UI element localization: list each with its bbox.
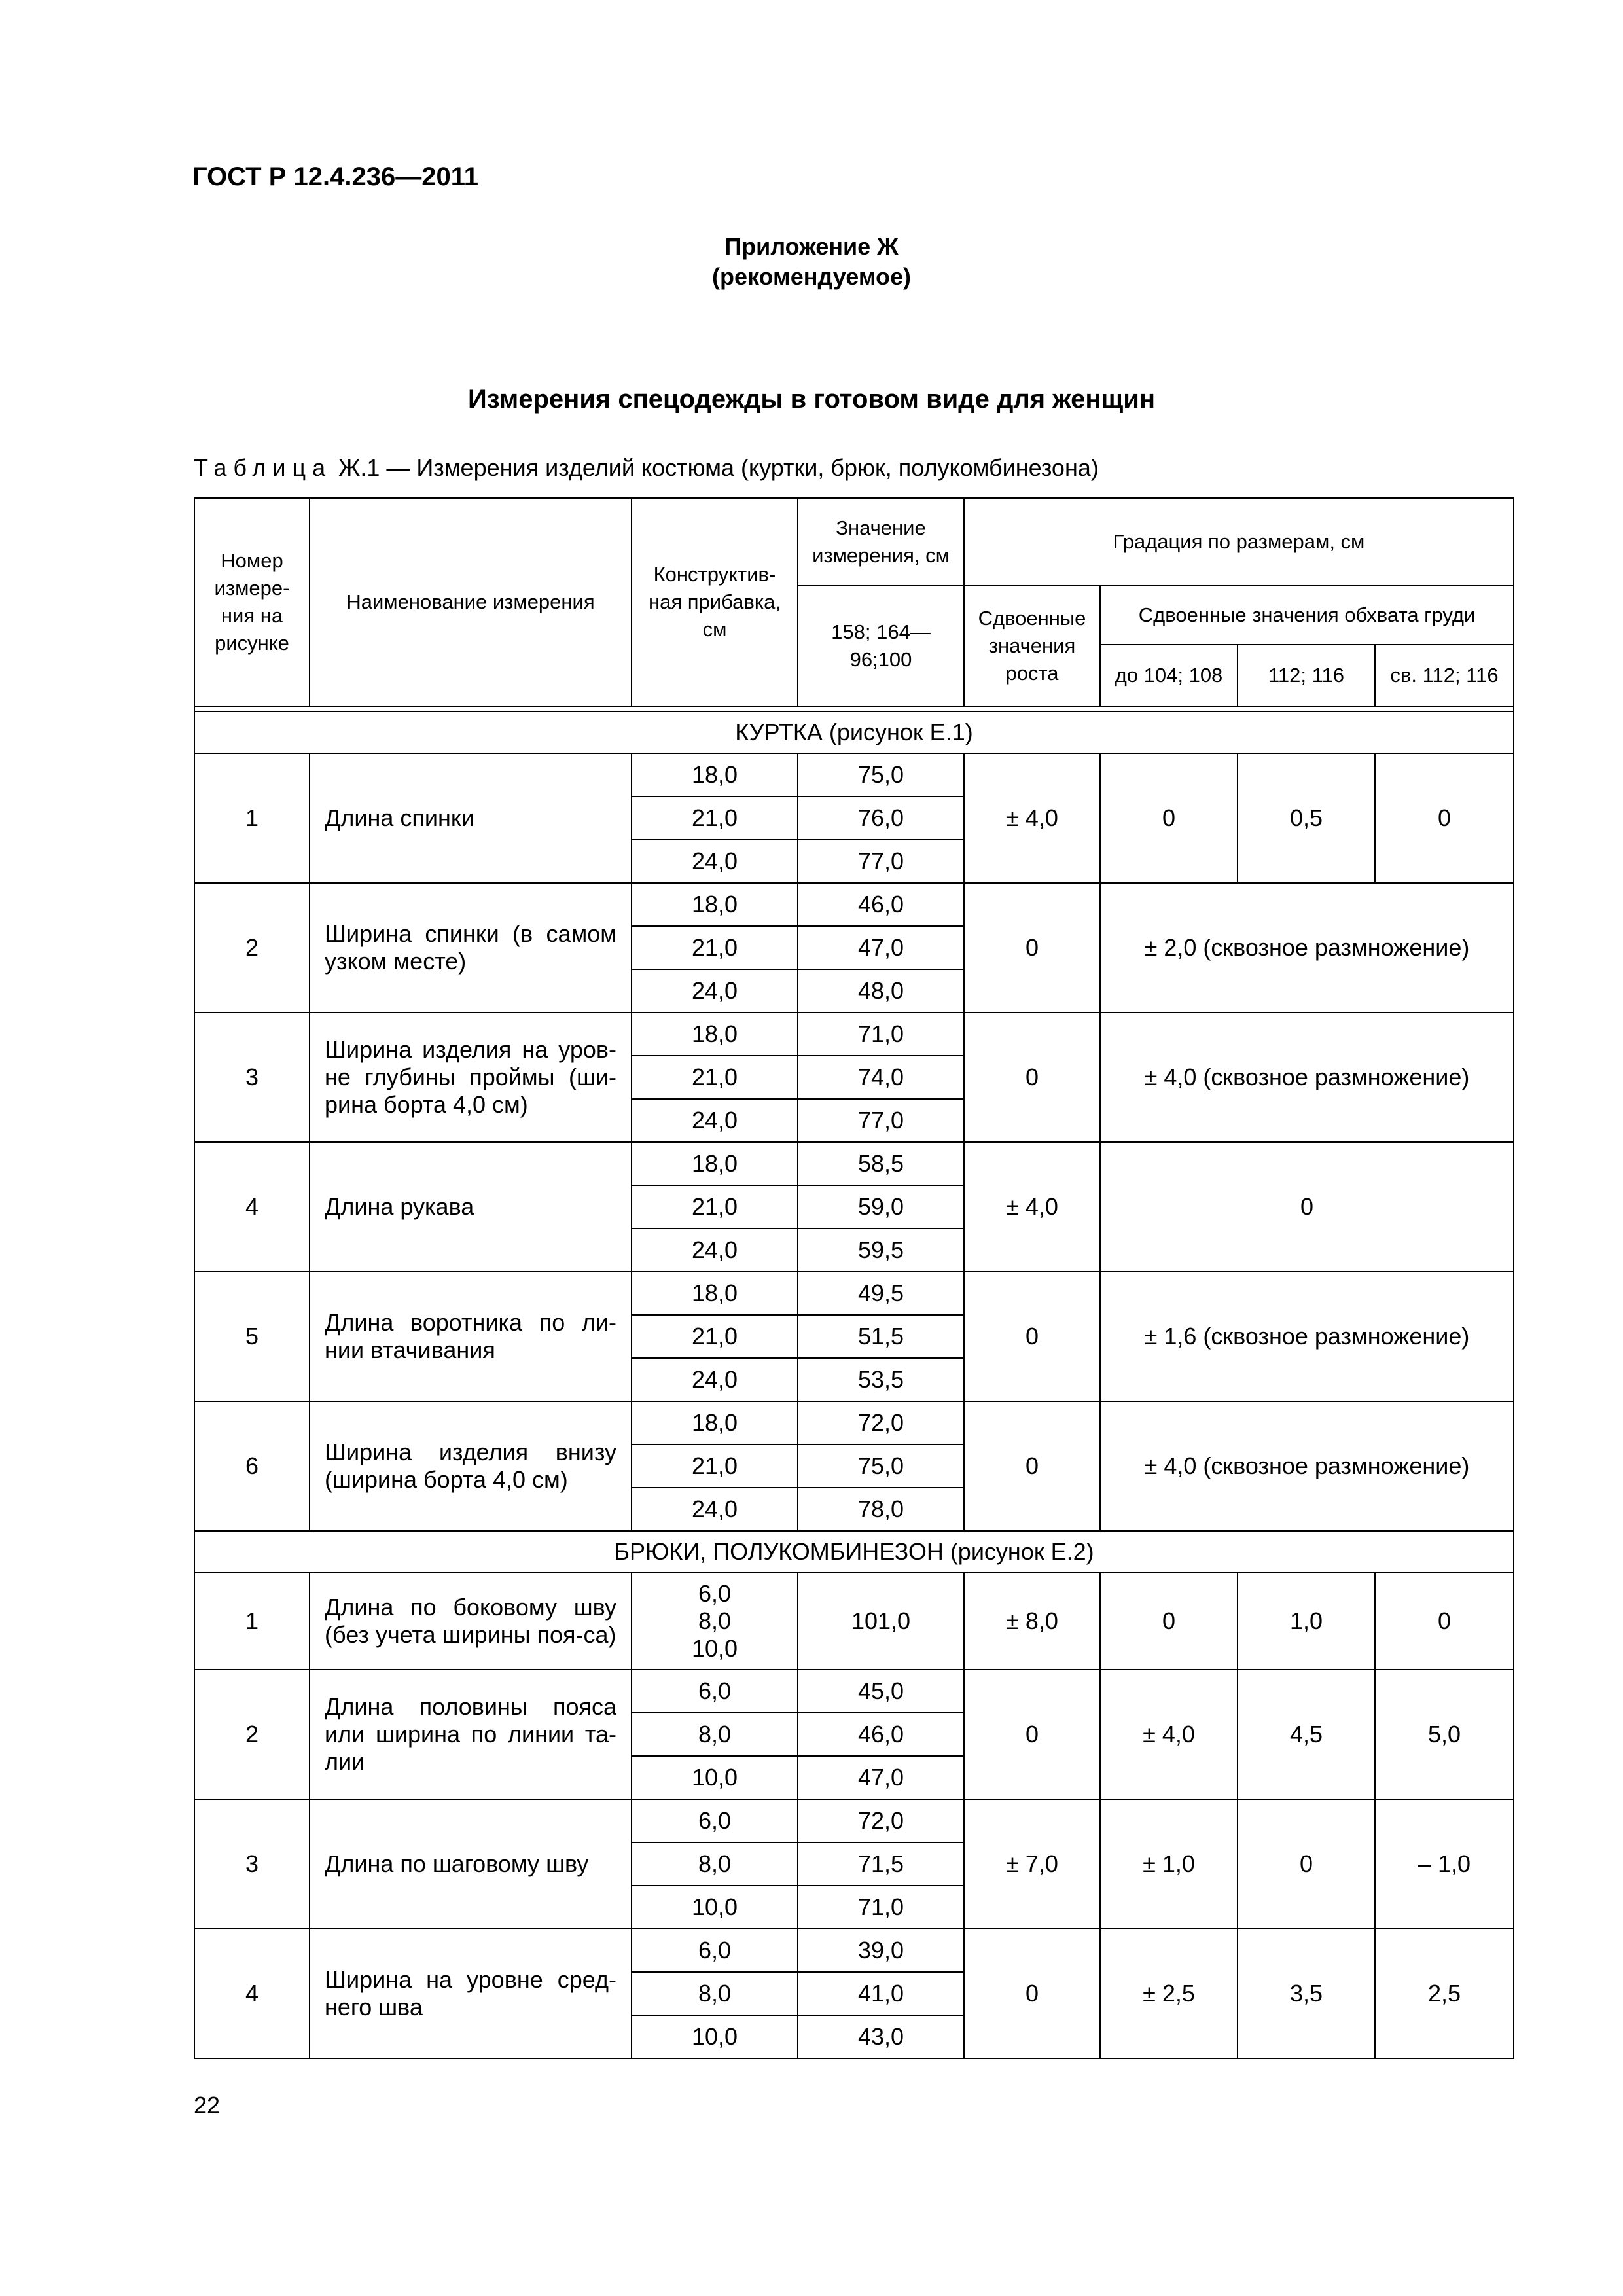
measurement-number: 3 xyxy=(194,1799,310,1929)
chest-grading-span: ± 4,0 (сквозное размножение) xyxy=(1100,1013,1514,1142)
height-grading: 0 xyxy=(964,1013,1100,1142)
page-number: 22 xyxy=(194,2092,221,2119)
measurement-number: 6 xyxy=(194,1401,310,1531)
allowance-values xyxy=(632,1573,798,1670)
height-grading: ± 4,0 xyxy=(964,753,1100,883)
allowance-value: 18,0 xyxy=(632,1401,798,1444)
allowance-value: 18,0 xyxy=(632,1013,798,1056)
section-row xyxy=(194,711,1514,753)
allowance-value: 24,0 xyxy=(632,1229,798,1272)
measurement-value: 47,0 xyxy=(798,1756,964,1799)
header-value-sizes: 158; 164—96;100 xyxy=(798,586,964,706)
chest-grading-span: 0 xyxy=(1100,1142,1514,1272)
height-grading: 0 xyxy=(964,1929,1100,2058)
chest-grading-2: 0,5 xyxy=(1238,753,1375,883)
measurement-value: 71,0 xyxy=(798,1013,964,1056)
measurement-number: 3 xyxy=(194,1013,310,1142)
measurement-name: Длина по шаговому шву xyxy=(310,1799,632,1929)
measurement-value: 75,0 xyxy=(798,1444,964,1488)
measurement-value: 43,0 xyxy=(798,2015,964,2058)
table-row xyxy=(194,1929,1514,1972)
chest-grading-2: 0 xyxy=(1238,1799,1375,1929)
table-row xyxy=(194,1013,1514,1056)
measurement-value: 59,0 xyxy=(798,1185,964,1229)
height-grading: 0 xyxy=(964,1272,1100,1401)
height-grading: 0 xyxy=(964,1670,1100,1799)
allowance-value: 10,0 xyxy=(632,2015,798,2058)
table-row xyxy=(194,1401,1514,1444)
allowance-value: 21,0 xyxy=(632,1444,798,1488)
allowance-value: 18,0 xyxy=(632,1272,798,1315)
header-chest-1: до 104; 108 xyxy=(1100,645,1238,706)
measurement-name: Длина спинки xyxy=(310,753,632,883)
measurement-name: Длина по боковому шву (без учета ширины поя-са) xyxy=(310,1573,632,1670)
measurement-name: Ширина на уровне сред-него шва xyxy=(310,1929,632,2058)
measurement-value: 59,5 xyxy=(798,1229,964,1272)
measurement-value: 78,0 xyxy=(798,1488,964,1531)
measurement-value: 75,0 xyxy=(798,753,964,797)
measurement-number: 2 xyxy=(194,883,310,1013)
chest-grading-2: 4,5 xyxy=(1238,1670,1375,1799)
allowance-value: 10,0 xyxy=(632,1886,798,1929)
header-chest-double: Сдвоенные значения обхвата груди xyxy=(1100,586,1514,645)
chest-grading-1: ± 2,5 xyxy=(1100,1929,1238,2058)
measurement-value: 72,0 xyxy=(798,1799,964,1842)
allowance-value: 10,0 xyxy=(632,1756,798,1799)
chest-grading-1: 0 xyxy=(1100,1573,1238,1670)
annex-subtitle: (рекомендуемое) xyxy=(712,263,911,290)
measurement-value: 77,0 xyxy=(798,840,964,883)
table-row xyxy=(194,753,1514,797)
measurement-value: 76,0 xyxy=(798,797,964,840)
measurement-value: 101,0 xyxy=(798,1573,964,1670)
allowance-value: 18,0 xyxy=(632,883,798,926)
chest-grading-span: ± 4,0 (сквозное размножение) xyxy=(1100,1401,1514,1531)
chest-grading-3: 0 xyxy=(1375,1573,1514,1670)
header-gap-cell xyxy=(194,706,1514,711)
chest-grading-3: 0 xyxy=(1375,753,1514,883)
measurement-value: 77,0 xyxy=(798,1099,964,1142)
measurement-value: 41,0 xyxy=(798,1972,964,2015)
header-chest-2: 112; 116 xyxy=(1238,645,1375,706)
allowance-value: 24,0 xyxy=(632,1358,798,1401)
table-row xyxy=(194,1573,1514,1670)
page-title: Измерения спецодежды в готовом виде для женщин xyxy=(468,385,1155,414)
allowance-value: 8,0 xyxy=(632,1972,798,2015)
section-row xyxy=(194,1531,1514,1573)
allowance-value: 6,0 xyxy=(632,1670,798,1713)
table-row xyxy=(194,1142,1514,1185)
measurement-name: Ширина изделия внизу (ширина борта 4,0 см) xyxy=(310,1401,632,1531)
measurement-value: 72,0 xyxy=(798,1401,964,1444)
table-caption-text: Ж.1 — Измерения изделий костюма (куртки, брюк, полукомбинезона) xyxy=(338,454,1099,481)
measurement-name: Ширина изделия на уров-не глубины проймы (ши-рина борта 4,0 см) xyxy=(310,1013,632,1142)
measurement-value: 46,0 xyxy=(798,1713,964,1756)
allowance-value: 24,0 xyxy=(632,969,798,1013)
header-name: Наименование измерения xyxy=(310,498,632,706)
table-caption-label: Таблица xyxy=(194,454,332,481)
measurement-value: 45,0 xyxy=(798,1670,964,1713)
header-value: Значение измерения, см xyxy=(798,498,964,586)
allowance-value: 24,0 xyxy=(632,840,798,883)
measurement-value: 47,0 xyxy=(798,926,964,969)
header-allowance: Конструктив-ная прибавка, см xyxy=(632,498,798,706)
chest-grading-3: 5,0 xyxy=(1375,1670,1514,1799)
measurement-value: 71,0 xyxy=(798,1886,964,1929)
header-gap-row xyxy=(194,706,1514,711)
chest-grading-span: ± 2,0 (сквозное размножение) xyxy=(1100,883,1514,1013)
annex-title: Приложение Ж xyxy=(724,233,899,260)
document-code: ГОСТ Р 12.4.236—2011 xyxy=(192,162,478,191)
header-number: Номер измере-ния на рисунке xyxy=(194,498,310,706)
measurement-number: 4 xyxy=(194,1929,310,2058)
section-title: БРЮКИ, ПОЛУКОМБИНЕЗОН (рисунок Е.2) xyxy=(194,1531,1514,1573)
allowance-value: 24,0 xyxy=(632,1099,798,1142)
table-caption xyxy=(194,454,1099,482)
measurement-value: 71,5 xyxy=(798,1842,964,1886)
measurement-value: 53,5 xyxy=(798,1358,964,1401)
measurement-number: 1 xyxy=(194,753,310,883)
measurement-value: 74,0 xyxy=(798,1056,964,1099)
height-grading: ± 8,0 xyxy=(964,1573,1100,1670)
allowance-value: 18,0 xyxy=(632,753,798,797)
allowance-value: 21,0 xyxy=(632,1185,798,1229)
measurement-name: Длина воротника по ли-нии втачивания xyxy=(310,1272,632,1401)
allowance-value: 18,0 xyxy=(632,1142,798,1185)
measurement-name: Ширина спинки (в самом узком месте) xyxy=(310,883,632,1013)
height-grading: 0 xyxy=(964,1401,1100,1531)
allowance-value: 21,0 xyxy=(632,797,798,840)
chest-grading-3: – 1,0 xyxy=(1375,1799,1514,1929)
measurement-value: 49,5 xyxy=(798,1272,964,1315)
allowance-value: 21,0 xyxy=(632,1315,798,1358)
allowance-value: 21,0 xyxy=(632,926,798,969)
header-chest-3: св. 112; 116 xyxy=(1375,645,1514,706)
measurements-table xyxy=(194,497,1514,2059)
table-body xyxy=(194,706,1514,2058)
height-grading: ± 4,0 xyxy=(964,1142,1100,1272)
allowance-value: 8,0 xyxy=(632,1713,798,1756)
measurement-number: 5 xyxy=(194,1272,310,1401)
height-grading: 0 xyxy=(964,883,1100,1013)
measurement-value: 39,0 xyxy=(798,1929,964,1972)
chest-grading-2: 1,0 xyxy=(1238,1573,1375,1670)
measurement-number: 1 xyxy=(194,1573,310,1670)
allowance-value: 21,0 xyxy=(632,1056,798,1099)
allowance-value: 6,0 xyxy=(698,1580,732,1607)
measurement-value: 46,0 xyxy=(798,883,964,926)
table-row xyxy=(194,1799,1514,1842)
allowance-value: 24,0 xyxy=(632,1488,798,1531)
header-height-double: Сдвоенные значения роста xyxy=(964,586,1100,706)
section-title: КУРТКА (рисунок Е.1) xyxy=(194,711,1514,753)
allowance-value: 6,0 xyxy=(632,1799,798,1842)
chest-grading-1: ± 1,0 xyxy=(1100,1799,1238,1929)
table-row xyxy=(194,1272,1514,1315)
measurement-number: 4 xyxy=(194,1142,310,1272)
chest-grading-3: 2,5 xyxy=(1375,1929,1514,2058)
measurement-name: Длина рукава xyxy=(310,1142,632,1272)
table-row xyxy=(194,1670,1514,1713)
chest-grading-2: 3,5 xyxy=(1238,1929,1375,2058)
header-grading: Градация по размерам, см xyxy=(964,498,1514,586)
measurement-name: Длина половины пояса или ширина по линии та-лии xyxy=(310,1670,632,1799)
measurement-number: 2 xyxy=(194,1670,310,1799)
allowance-value: 6,0 xyxy=(632,1929,798,1972)
allowance-value: 8,0 xyxy=(698,1607,732,1634)
measurement-value: 48,0 xyxy=(798,969,964,1013)
allowance-value: 10,0 xyxy=(691,1635,738,1662)
chest-grading-1: 0 xyxy=(1100,753,1238,883)
measurement-value: 51,5 xyxy=(798,1315,964,1358)
annex-heading xyxy=(0,232,1623,292)
table-row xyxy=(194,883,1514,926)
chest-grading-1: ± 4,0 xyxy=(1100,1670,1238,1799)
measurement-value: 58,5 xyxy=(798,1142,964,1185)
table-header xyxy=(194,498,1514,706)
chest-grading-span: ± 1,6 (сквозное размножение) xyxy=(1100,1272,1514,1401)
allowance-value: 8,0 xyxy=(632,1842,798,1886)
height-grading: ± 7,0 xyxy=(964,1799,1100,1929)
